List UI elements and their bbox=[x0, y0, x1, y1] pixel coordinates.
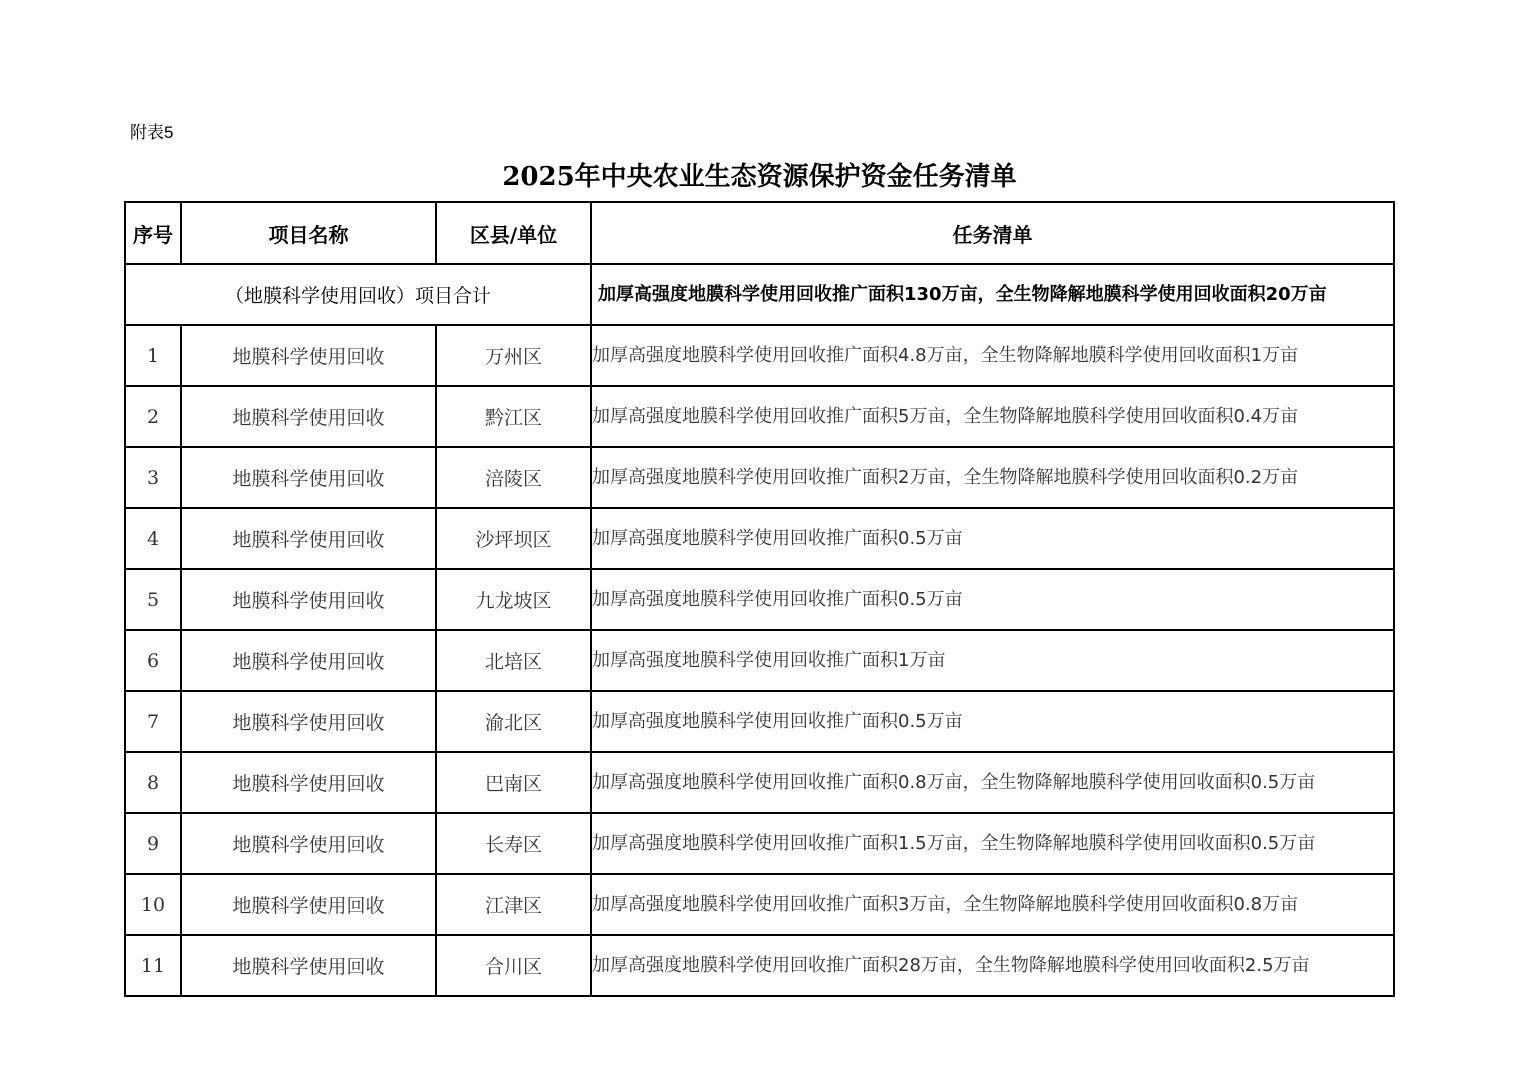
row-district: 黔江区 bbox=[436, 386, 591, 447]
row-project-name: 地膜科学使用回收 bbox=[181, 630, 436, 691]
row-project-name: 地膜科学使用回收 bbox=[181, 691, 436, 752]
row-task: 加厚高强度地膜科学使用回收推广面积1万亩 bbox=[591, 630, 1394, 691]
row-task: 加厚高强度地膜科学使用回收推广面积0.8万亩，全生物降解地膜科学使用回收面积0.5万亩 bbox=[591, 752, 1394, 813]
table-row bbox=[125, 508, 1394, 569]
row-project-name: 地膜科学使用回收 bbox=[181, 752, 436, 813]
row-task: 加厚高强度地膜科学使用回收推广面积0.5万亩 bbox=[591, 691, 1394, 752]
appendix-label: 附表5 bbox=[130, 123, 174, 142]
row-task: 加厚高强度地膜科学使用回收推广面积4.8万亩，全生物降解地膜科学使用回收面积1万亩 bbox=[591, 325, 1394, 386]
header-project-name: 项目名称 bbox=[181, 202, 436, 264]
row-district: 渝北区 bbox=[436, 691, 591, 752]
row-seq: 2 bbox=[125, 386, 181, 447]
row-task: 加厚高强度地膜科学使用回收推广面积0.5万亩 bbox=[591, 508, 1394, 569]
row-district: 长寿区 bbox=[436, 813, 591, 874]
summary-label: （地膜科学使用回收）项目合计 bbox=[125, 264, 591, 325]
row-project-name: 地膜科学使用回收 bbox=[181, 874, 436, 935]
row-district: 涪陵区 bbox=[436, 447, 591, 508]
row-district: 九龙坡区 bbox=[436, 569, 591, 630]
row-seq: 1 bbox=[125, 325, 181, 386]
row-task: 加厚高强度地膜科学使用回收推广面积28万亩，全生物降解地膜科学使用回收面积2.5万亩 bbox=[591, 935, 1394, 996]
row-task: 加厚高强度地膜科学使用回收推广面积2万亩，全生物降解地膜科学使用回收面积0.2万亩 bbox=[591, 447, 1394, 508]
row-district: 江津区 bbox=[436, 874, 591, 935]
table-row bbox=[125, 813, 1394, 874]
row-seq: 4 bbox=[125, 508, 181, 569]
row-district: 万州区 bbox=[436, 325, 591, 386]
row-task: 加厚高强度地膜科学使用回收推广面积5万亩，全生物降解地膜科学使用回收面积0.4万亩 bbox=[591, 386, 1394, 447]
row-district: 北培区 bbox=[436, 630, 591, 691]
task-list-table bbox=[124, 201, 1395, 997]
summary-task: 加厚高强度地膜科学使用回收推广面积130万亩，全生物降解地膜科学使用回收面积20万亩 bbox=[591, 264, 1394, 325]
row-task: 加厚高强度地膜科学使用回收推广面积1.5万亩，全生物降解地膜科学使用回收面积0.5万亩 bbox=[591, 813, 1394, 874]
row-seq: 11 bbox=[125, 935, 181, 996]
row-district: 沙坪坝区 bbox=[436, 508, 591, 569]
table-row bbox=[125, 325, 1394, 386]
row-district: 巴南区 bbox=[436, 752, 591, 813]
table-row bbox=[125, 630, 1394, 691]
summary-row bbox=[125, 264, 1394, 325]
row-seq: 3 bbox=[125, 447, 181, 508]
table-row bbox=[125, 569, 1394, 630]
row-project-name: 地膜科学使用回收 bbox=[181, 935, 436, 996]
table-row bbox=[125, 447, 1394, 508]
table-header-row bbox=[125, 202, 1394, 264]
row-project-name: 地膜科学使用回收 bbox=[181, 569, 436, 630]
row-project-name: 地膜科学使用回收 bbox=[181, 508, 436, 569]
row-project-name: 地膜科学使用回收 bbox=[181, 386, 436, 447]
row-task: 加厚高强度地膜科学使用回收推广面积0.5万亩 bbox=[591, 569, 1394, 630]
table-row bbox=[125, 386, 1394, 447]
row-seq: 6 bbox=[125, 630, 181, 691]
row-task: 加厚高强度地膜科学使用回收推广面积3万亩，全生物降解地膜科学使用回收面积0.8万亩 bbox=[591, 874, 1394, 935]
row-seq: 8 bbox=[125, 752, 181, 813]
table-row bbox=[125, 691, 1394, 752]
table-row bbox=[125, 935, 1394, 996]
header-task-list: 任务清单 bbox=[591, 202, 1394, 264]
row-project-name: 地膜科学使用回收 bbox=[181, 813, 436, 874]
header-seq: 序号 bbox=[125, 202, 181, 264]
table-row bbox=[125, 752, 1394, 813]
document-title: 2025年中央农业生态资源保护资金任务清单 bbox=[502, 162, 1017, 192]
row-project-name: 地膜科学使用回收 bbox=[181, 325, 436, 386]
header-district: 区县/单位 bbox=[436, 202, 591, 264]
row-seq: 7 bbox=[125, 691, 181, 752]
row-project-name: 地膜科学使用回收 bbox=[181, 447, 436, 508]
row-seq: 10 bbox=[125, 874, 181, 935]
table-row bbox=[125, 874, 1394, 935]
row-seq: 5 bbox=[125, 569, 181, 630]
row-seq: 9 bbox=[125, 813, 181, 874]
row-district: 合川区 bbox=[436, 935, 591, 996]
